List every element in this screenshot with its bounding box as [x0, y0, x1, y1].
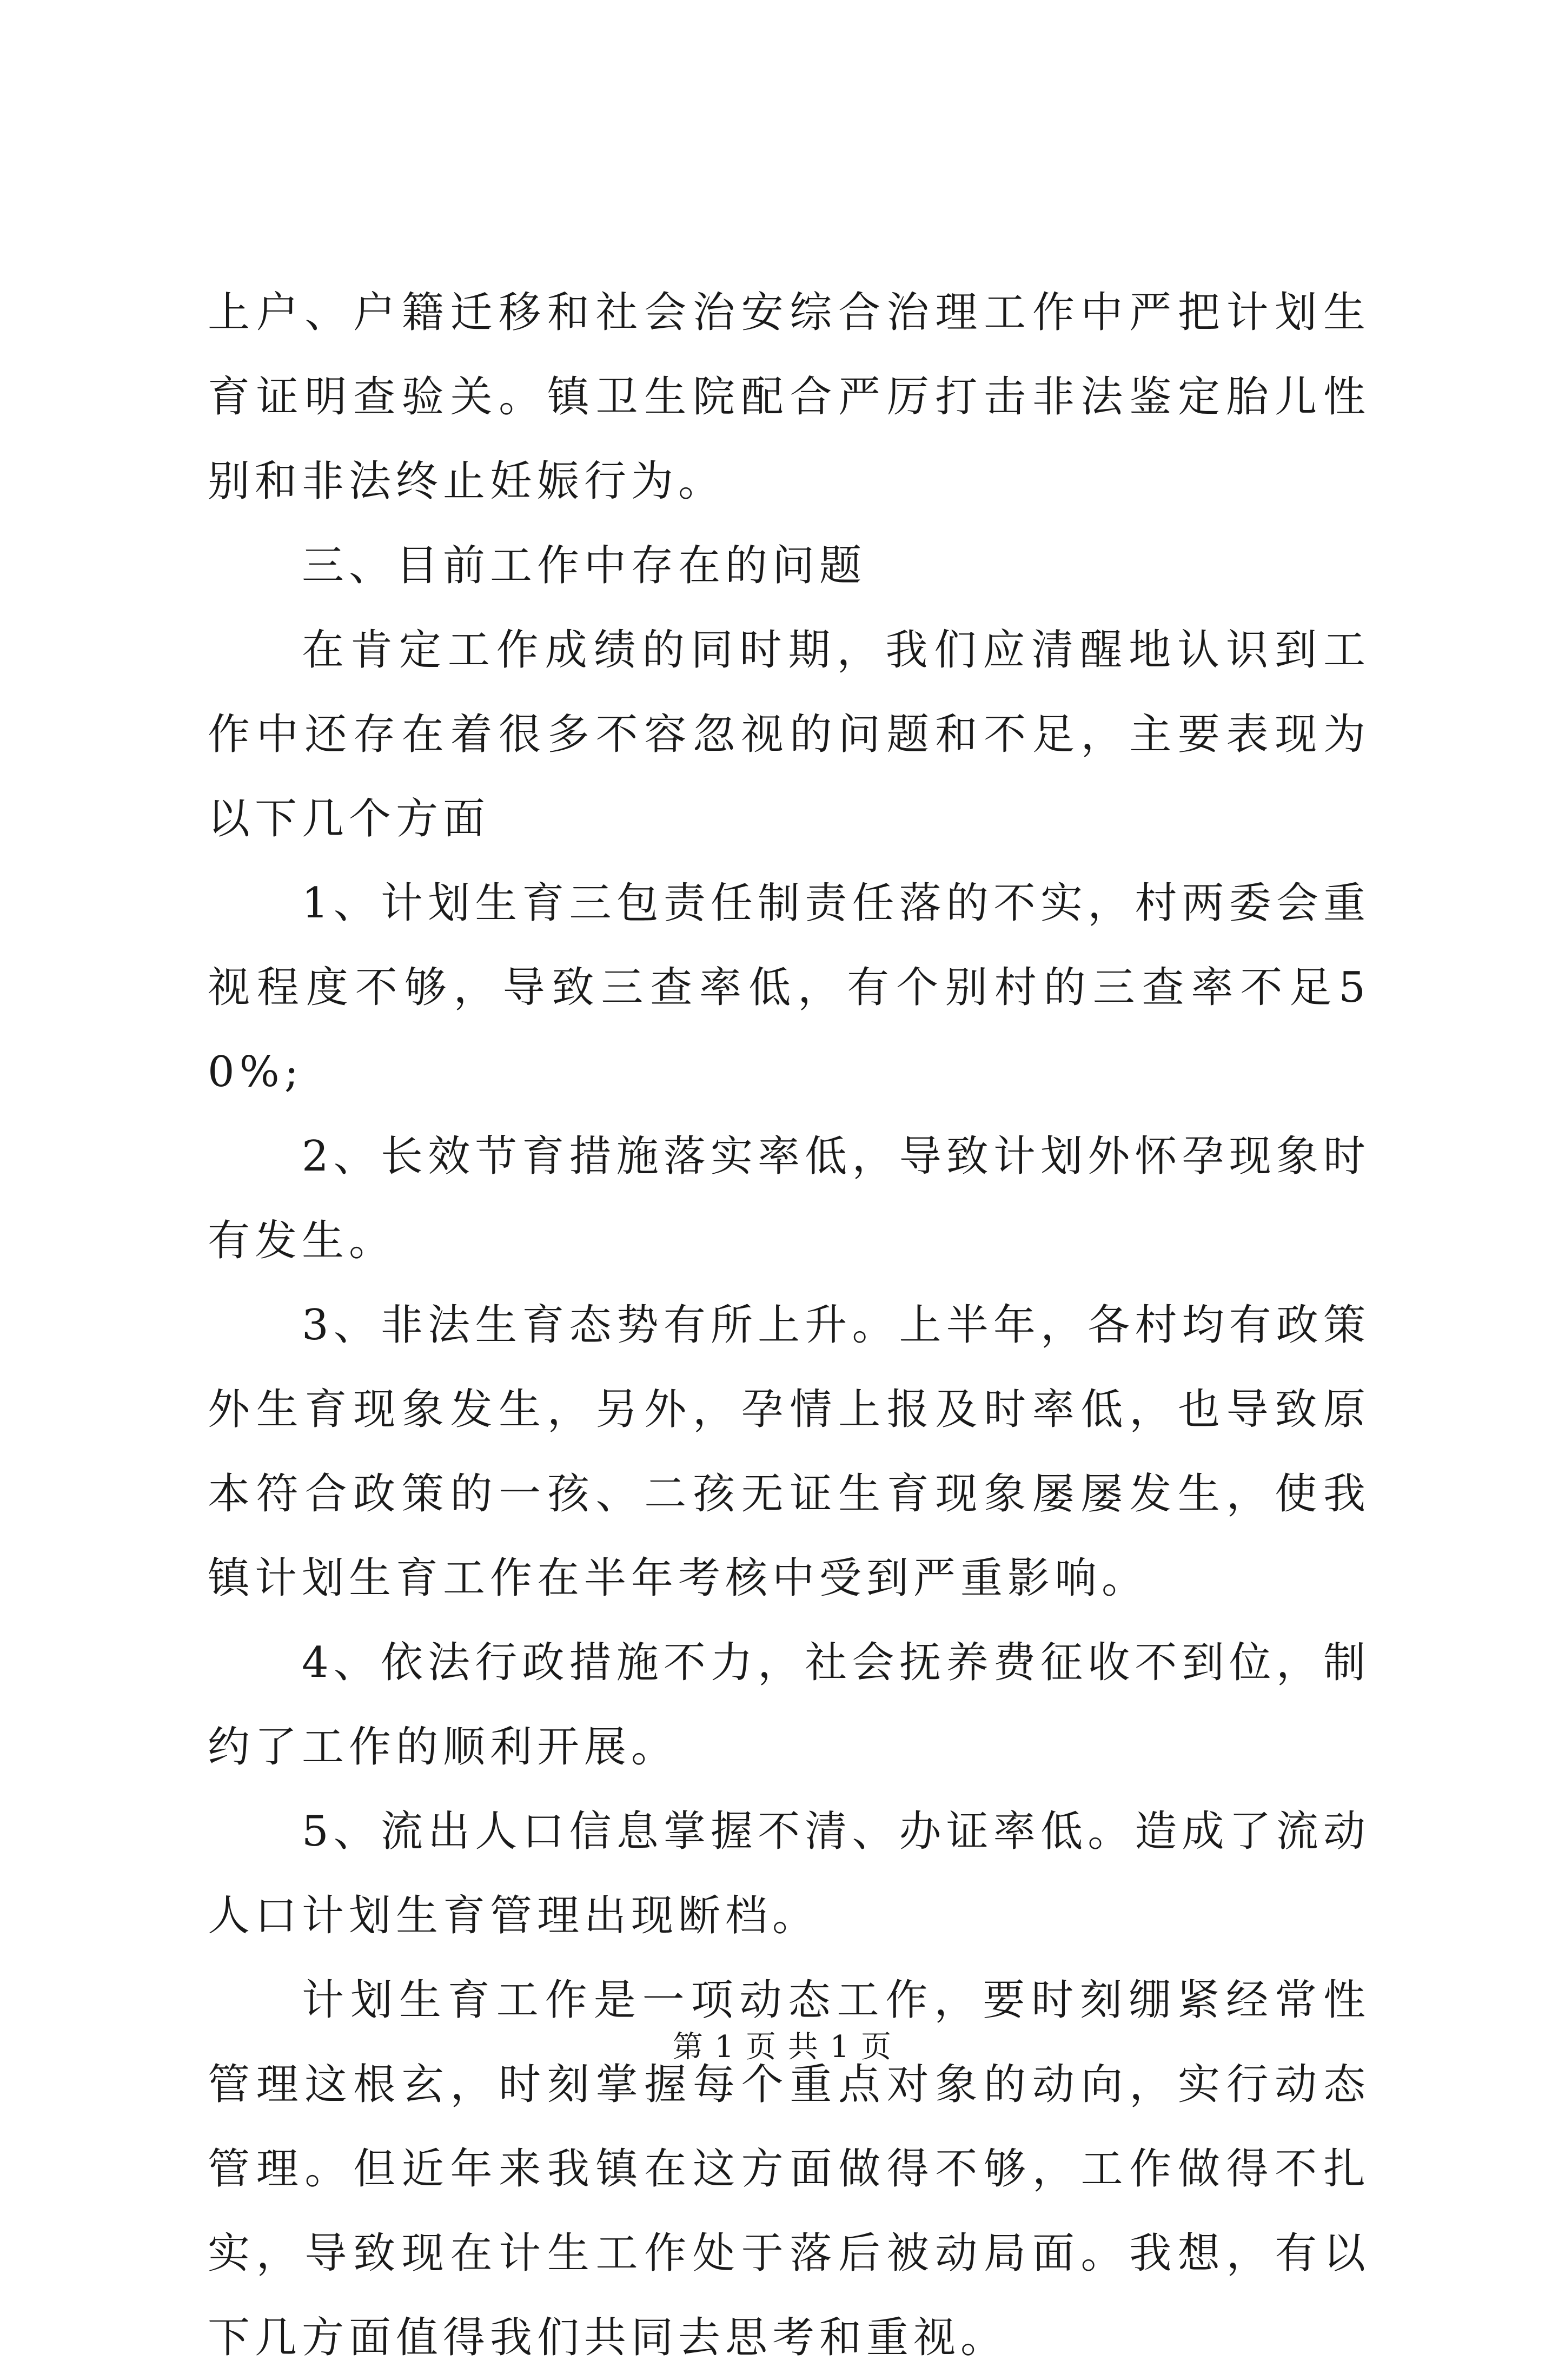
page-footer: 第 1 页 共 1 页	[672, 2029, 893, 2065]
list-item-1: 1、计划生育三包责任制责任落的不实，村两委会重视程度不够，导致三查率低，有个别村的三查率不足50%;	[208, 879, 1370, 1096]
list-item-4: 4、依法行政措施不力，社会抚养费征收不到位，制约了工作的顺利开展。	[208, 1638, 1370, 1771]
paragraph-continuation: 上户、户籍迁移和社会治安综合治理工作中严把计划生育证明查验关。镇卫生院配合严厉打击非法鉴定胎儿性别和非法终止妊娠行为。	[208, 288, 1370, 506]
list-item-2: 2、长效节育措施落实率低，导致计划外怀孕现象时有发生。	[208, 1132, 1370, 1265]
paragraph-closing: 计划生育工作是一项动态工作，要时刻绷紧经常性管理这根玄，时刻掌握每个重点对象的动向，实行动态管理。但近年来我镇在这方面做得不够，工作做得不扎实，导致现在计生工作处于落后被动局面。我想，有以下几方面值得我们共同去思考和重视。	[208, 1976, 1370, 2362]
section-heading: 三、目前工作中存在的问题	[302, 541, 867, 590]
list-item-3: 3、非法生育态势有所上升。上半年，各村均有政策外生育现象发生，另外，孕情上报及时率低，也导致原本符合政策的一孩、二孩无证生育现象屡屡发生，使我镇计划生育工作在半年考核中受到严重影响。	[208, 1301, 1370, 1603]
paragraph-intro: 在肯定工作成绩的同时期，我们应清醒地认识到工作中还存在着很多不容忽视的问题和不足，主要表现为以下几个方面	[208, 626, 1370, 843]
list-item-5: 5、流出人口信息掌握不清、办证率低。造成了流动人口计划生育管理出现断档。	[208, 1807, 1370, 1940]
